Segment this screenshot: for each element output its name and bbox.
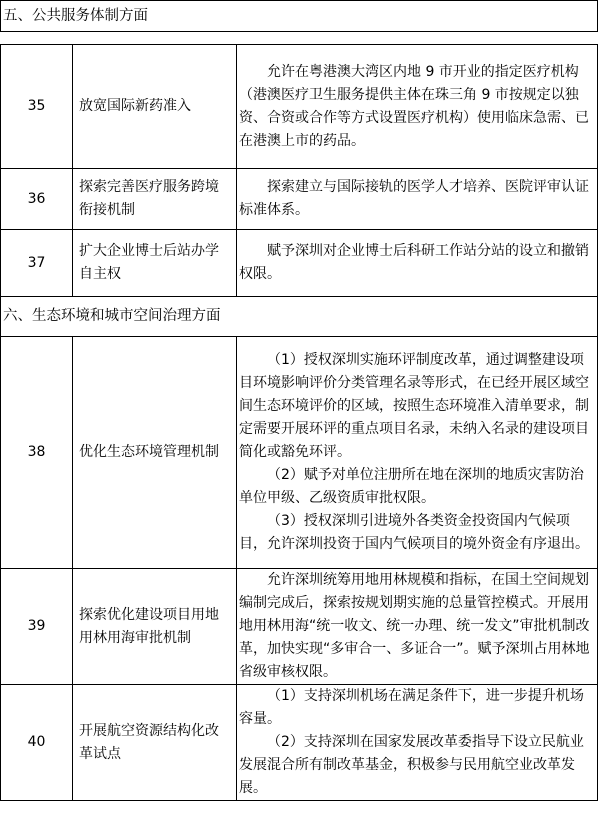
item-paragraph: （2）支持深圳在国家发展改革委指导下设立民航业发展混合所有制改革基金，积极参与民用航空业改革发展。 — [239, 734, 584, 796]
item-number: 36 — [1, 169, 73, 230]
item-description — [237, 169, 598, 230]
table-row — [1, 337, 598, 569]
item-description — [237, 685, 598, 801]
item-paragraph: 允许在粤港澳大湾区内地 9 市开业的指定医疗机构（港澳医疗卫生服务提供主体在珠三角 9 市按规定以独资、合资或合作等方式设置医疗机构）使用临床急需、已在港澳上市的药品。 — [239, 63, 589, 149]
section-header-row — [1, 1, 598, 32]
item-name: 扩大企业博士后站办学自主权 — [73, 230, 237, 297]
section-title: 六、生态环境和城市空间治理方面 — [1, 297, 598, 337]
item-description — [237, 337, 598, 569]
item-number: 37 — [1, 230, 73, 297]
item-paragraph: 赋予深圳对企业博士后科研工作站分站的设立和撤销权限。 — [239, 243, 589, 282]
item-paragraph: （2）赋予对单位注册所在地在深圳的地质灾害防治单位甲级、乙级资质审批权限。 — [239, 467, 584, 506]
table-row — [1, 569, 598, 685]
item-name: 开展航空资源结构化改革试点 — [73, 685, 237, 801]
item-number: 39 — [1, 569, 73, 685]
section-header-row — [1, 297, 598, 337]
item-description — [237, 569, 598, 685]
section-gap — [1, 32, 598, 45]
table-row — [1, 45, 598, 169]
item-name: 优化生态环境管理机制 — [73, 337, 237, 569]
item-paragraph: 允许深圳统筹用地用林规模和指标，在国土空间规划编制完成后，探索按规划期实施的总量管控模式。开展用地用林用海“统一收文、统一办理、统一发文”审批机制改革，加快实现“多审合一、多证合一”。赋予深圳占用林地省级审核权限。 — [239, 572, 590, 680]
item-paragraph: （1）授权深圳实施环评制度改革，通过调整建设项目环境影响评价分类管理名录等形式，在已经开展区域空间生态环境评价的区域，按照生态环境准入清单要求，制定需要开展环评的重点项目名录，未纳入名录的建设项目简化或豁免环评。 — [239, 352, 589, 460]
item-name: 探索完善医疗服务跨境衔接机制 — [73, 169, 237, 230]
table-row — [1, 230, 598, 297]
item-paragraph: 探索建立与国际接轨的医学人才培养、医院评审认证标准体系。 — [239, 179, 589, 218]
item-description — [237, 230, 598, 297]
item-paragraph: （3）授权深圳引进境外各类资金投资国内气候项目，允许深圳投资于国内气候项目的境外资金有序退出。 — [239, 513, 589, 552]
item-number: 38 — [1, 337, 73, 569]
table-row — [1, 169, 598, 230]
item-name: 探索优化建设项目用地用林用海审批机制 — [73, 569, 237, 685]
item-name: 放宽国际新药准入 — [73, 45, 237, 169]
table-row — [1, 685, 598, 801]
item-description — [237, 45, 598, 169]
section-title: 五、公共服务体制方面 — [1, 1, 598, 32]
item-number: 40 — [1, 685, 73, 801]
item-number: 35 — [1, 45, 73, 169]
item-paragraph: （1）支持深圳机场在满足条件下，进一步提升机场容量。 — [239, 688, 584, 727]
